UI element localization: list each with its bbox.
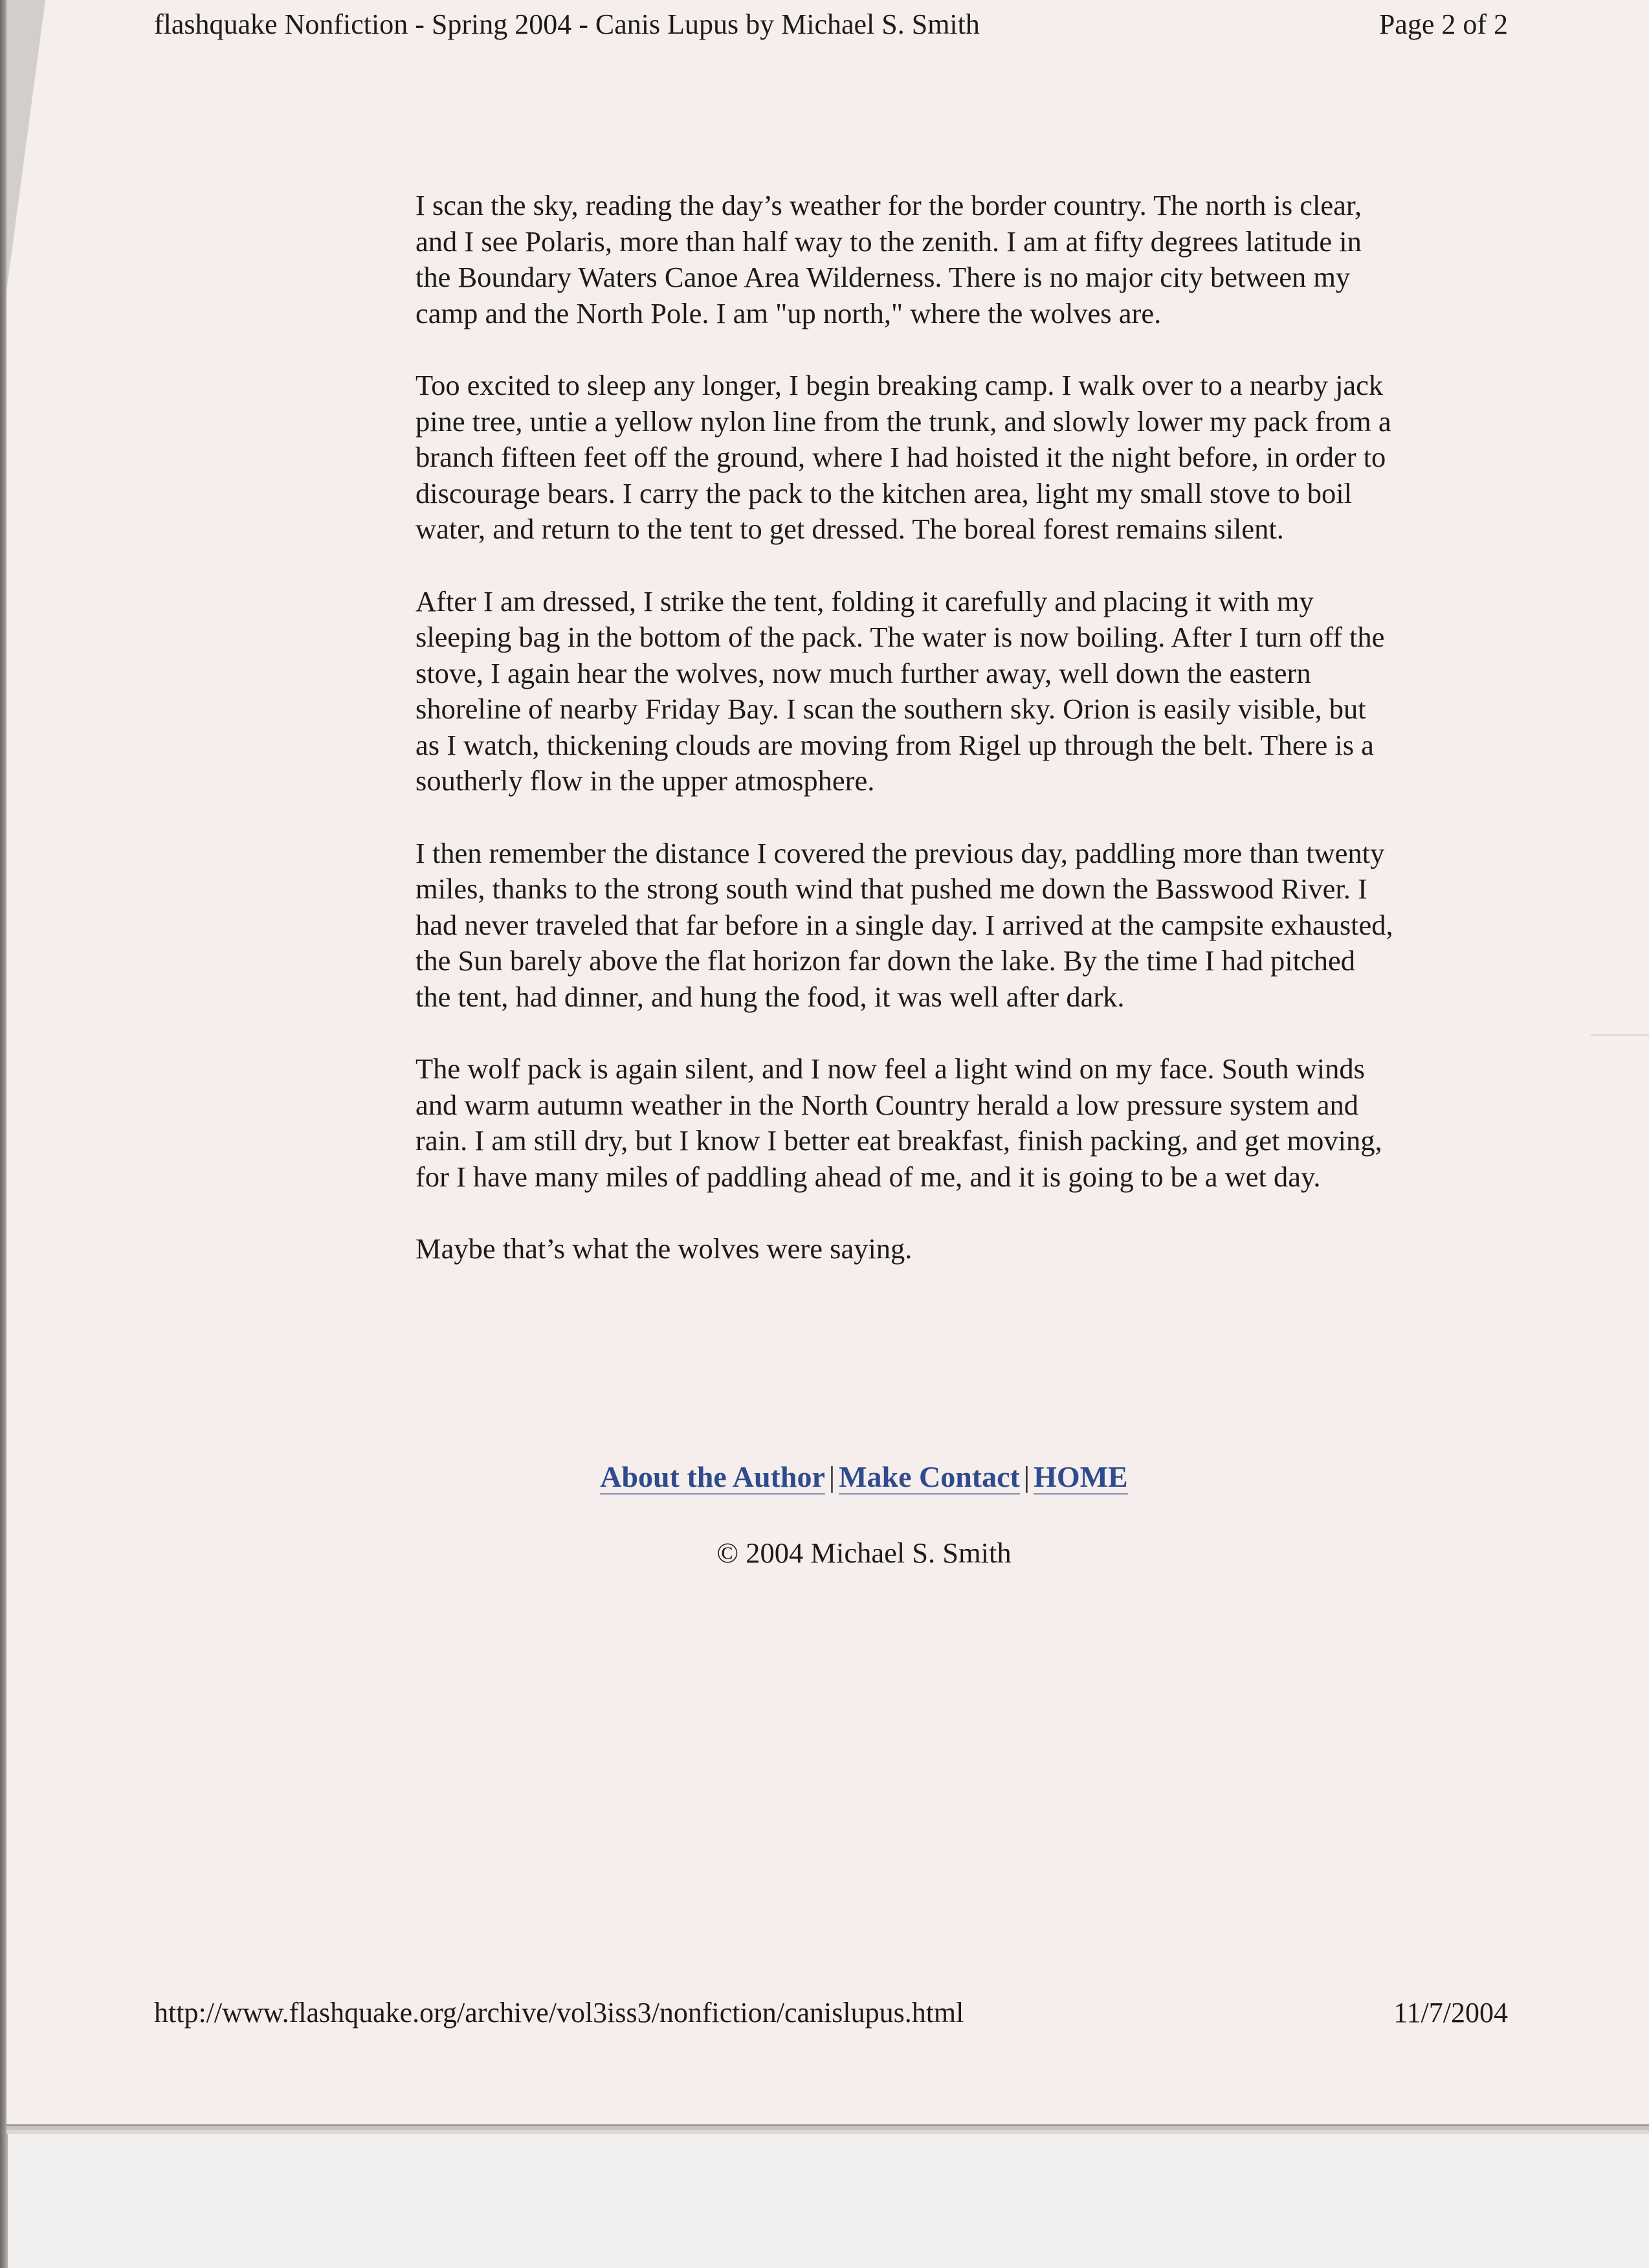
printed-page [6,0,1649,2126]
text-line: the Sun barely above the flat horizon far down the lake. By the time I had pitched [415,944,1355,977]
text-line: the tent, had dinner, and hung the food, it was well after dark. [415,980,1125,1013]
text-line: shoreline of nearby Friday Bay. I scan the southern sky. Orion is easily visible, but [415,693,1366,725]
print-footer-date: 11/7/2004 [1393,1997,1508,2029]
text-line: pine tree, untie a yellow nylon line from the trunk, and slowly lower my pack from a [415,405,1391,438]
folded-corner [6,0,45,291]
text-line: stove, I again hear the wolves, now much further away, well down the eastern [415,656,1311,689]
home-link[interactable]: HOME [1034,1460,1128,1493]
article-body [415,188,1529,1304]
text-line: and I see Polaris, more than half way to the zenith. I am at fifty degrees latitude in [415,225,1362,258]
paragraph [415,1051,1529,1195]
text-line: rain. I am still dry, but I know I better eat breakfast, finish packing, and get moving, [415,1124,1382,1157]
text-line: had never traveled that far before in a single day. I arrived at the campsite exhausted, [415,908,1393,941]
text-line: Maybe that’s what the wolves were saying. [415,1232,913,1265]
text-line: for I have many miles of paddling ahead of me, and it is going to be a wet day. [415,1160,1321,1193]
text-line: and warm autumn weather in the North Country herald a low pressure system and [415,1088,1358,1121]
link-separator: | [1023,1460,1030,1493]
text-line: The wolf pack is again silent, and I now feel a light wind on my face. South winds [415,1052,1365,1085]
paragraph [415,1231,1529,1267]
text-line: as I watch, thickening clouds are moving from Rigel up through the belt. There is a [415,728,1374,761]
site-links [6,1459,1649,1495]
text-line: water, and return to the tent to get dressed. The boreal forest remains silent. [415,513,1284,545]
print-header-title: flashquake Nonfiction - Spring 2004 - Canis Lupus by Michael S. Smith [154,8,980,40]
text-line: discourage bears. I carry the pack to the kitchen area, light my small stove to boil [415,476,1353,509]
paragraph [415,368,1529,548]
text-line: southerly flow in the upper atmosphere. [415,764,875,797]
text-line: branch fifteen feet off the ground, where I had hoisted it the night before, in order to [415,441,1386,473]
text-line: camp and the North Pole. I am "up north," where the wolves are. [415,296,1162,329]
copyright-notice: © 2004 Michael S. Smith [716,1537,1012,1569]
print-header-page-number: Page 2 of 2 [1378,8,1508,40]
text-line: the Boundary Waters Canoe Area Wilderness. There is no major city between my [415,261,1351,293]
about-author-link[interactable]: About the Author [600,1460,825,1493]
paragraph [415,836,1529,1016]
link-separator: | [828,1460,836,1493]
paragraph [415,188,1529,331]
text-line: I then remember the distance I covered the previous day, paddling more than twenty [415,836,1385,869]
print-footer-url: http://www.flashquake.org/archive/vol3iss3/nonfiction/canislupus.html [154,1997,964,2029]
make-contact-link[interactable]: Make Contact [839,1460,1020,1493]
text-line: Too excited to sleep any longer, I begin breaking camp. I walk over to a nearby jack [415,369,1384,401]
page-crease-mark [1591,1034,1649,1036]
text-line: miles, thanks to the strong south wind that pushed me down the Basswood River. I [415,873,1367,905]
text-line: I scan the sky, reading the day’s weather for the border country. The north is clear, [415,189,1362,221]
paragraph [415,584,1529,799]
text-line: sleeping bag in the bottom of the pack. The water is now boiling. After I turn off the [415,621,1385,653]
text-line: After I am dressed, I strike the tent, folding it carefully and placing it with my [415,584,1314,617]
